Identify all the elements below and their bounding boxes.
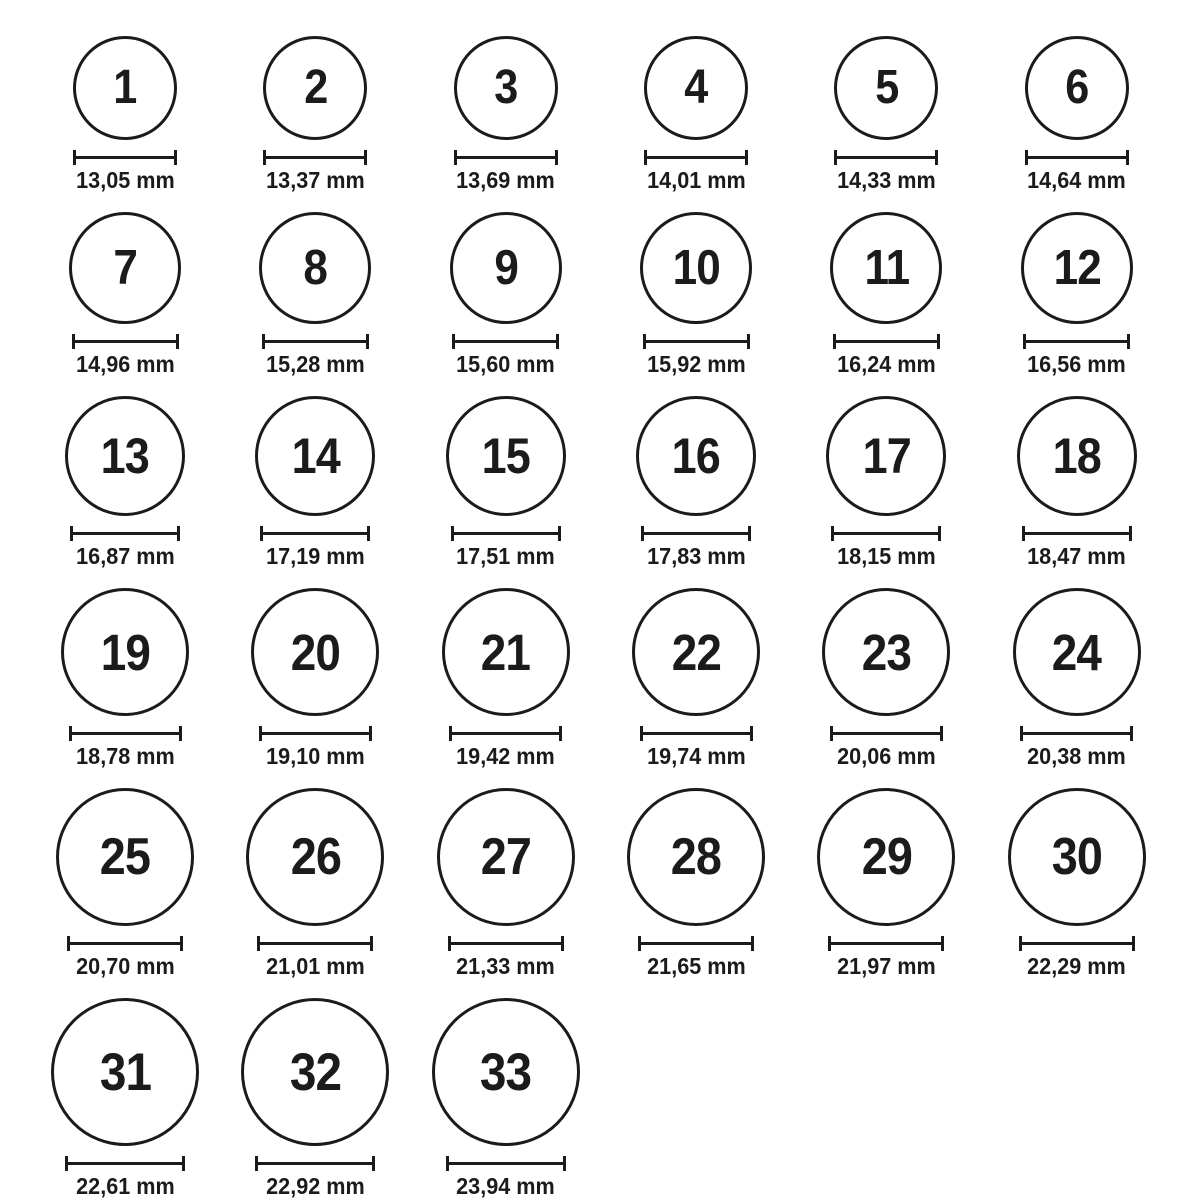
ring-size-number: 31 (99, 1042, 151, 1102)
ring-size-number: 17 (862, 428, 911, 484)
diameter-label: 20,70 mm (75, 953, 175, 979)
diameter-measure-line (638, 936, 754, 951)
ring-size-item (636, 396, 756, 570)
diameter-measure-line (1022, 526, 1132, 541)
diameter-measure-line (72, 334, 179, 349)
ring-circle (450, 212, 562, 324)
diameter-label: 14,01 mm (646, 167, 746, 193)
ring-size-item (51, 998, 199, 1200)
ring-size-item (453, 36, 558, 194)
ring-size-item (826, 396, 946, 570)
ring-circle (632, 588, 760, 716)
ring-size-item (830, 212, 942, 378)
diameter-measure-line (67, 936, 183, 951)
ring-circle (454, 36, 558, 140)
ring-circle (69, 212, 181, 324)
diameter-label: 18,78 mm (75, 743, 175, 769)
diameter-label: 21,65 mm (646, 953, 746, 979)
ring-size-number: 11 (864, 240, 909, 295)
ring-size-number: 28 (671, 828, 722, 886)
ring-size-item (259, 212, 371, 378)
ring-circle (432, 998, 580, 1146)
diameter-measure-line (834, 150, 938, 165)
ring-circle (255, 396, 375, 516)
ring-circle (640, 212, 752, 324)
ring-size-number: 19 (100, 623, 150, 681)
ring-size-number: 5 (874, 61, 899, 114)
diameter-measure-line (262, 334, 369, 349)
diameter-measure-line (257, 936, 373, 951)
diameter-measure-line (452, 334, 559, 349)
diameter-label: 13,69 mm (456, 167, 556, 193)
diameter-measure-line (1025, 150, 1129, 165)
ring-circle (263, 36, 367, 140)
ring-size-item (644, 36, 749, 194)
ring-size-number: 8 (303, 240, 328, 295)
ring-circle (644, 36, 748, 140)
ring-size-item (1013, 588, 1141, 770)
diameter-label: 20,38 mm (1027, 743, 1127, 769)
ring-size-item (255, 396, 375, 570)
ring-size-item (251, 588, 379, 770)
diameter-measure-line (65, 1156, 185, 1171)
ring-size-item (65, 396, 185, 570)
ring-size-number: 2 (303, 61, 328, 114)
diameter-label: 22,92 mm (266, 1173, 365, 1199)
ring-size-number: 23 (861, 623, 912, 681)
diameter-label: 13,05 mm (75, 167, 175, 193)
ring-size-number: 9 (493, 240, 518, 295)
ring-size-number: 4 (684, 61, 708, 114)
ring-size-number: 1 (113, 61, 137, 114)
diameter-label: 16,56 mm (1027, 351, 1127, 377)
diameter-label: 17,83 mm (646, 543, 746, 569)
ring-size-item (834, 36, 939, 194)
ring-circle (246, 788, 384, 926)
ring-size-item (73, 36, 178, 194)
ring-circle (817, 788, 955, 926)
diameter-measure-line (1019, 936, 1135, 951)
diameter-measure-line (446, 1156, 566, 1171)
diameter-measure-line (1020, 726, 1133, 741)
ring-circle (61, 588, 189, 716)
ring-size-item (437, 788, 575, 980)
diameter-measure-line (644, 150, 748, 165)
ring-size-number: 14 (291, 428, 340, 484)
ring-circle (830, 212, 942, 324)
ring-size-number: 15 (481, 428, 530, 484)
diameter-label: 14,33 mm (837, 167, 936, 193)
ring-circle (627, 788, 765, 926)
ring-size-number: 20 (290, 623, 341, 681)
ring-size-number: 18 (1052, 428, 1101, 484)
ring-size-item (442, 588, 570, 770)
diameter-measure-line (255, 1156, 375, 1171)
diameter-label: 18,47 mm (1027, 543, 1127, 569)
ring-size-number: 12 (1053, 240, 1101, 295)
ring-size-number: 25 (100, 828, 151, 886)
diameter-measure-line (833, 334, 940, 349)
diameter-measure-line (643, 334, 750, 349)
ring-circle (1013, 588, 1141, 716)
ring-size-item (1024, 36, 1129, 194)
diameter-measure-line (263, 150, 367, 165)
ring-size-item (627, 788, 765, 980)
ring-size-item (1017, 396, 1137, 570)
ring-size-item (61, 588, 189, 770)
diameter-label: 23,94 mm (456, 1173, 556, 1199)
ring-circle (636, 396, 756, 516)
ring-size-item (56, 788, 194, 980)
ring-circle (259, 212, 371, 324)
diameter-label: 20,06 mm (837, 743, 936, 769)
diameter-label: 15,92 mm (646, 351, 746, 377)
ring-size-number: 10 (672, 240, 720, 295)
ring-size-number: 27 (480, 828, 531, 886)
diameter-label: 19,10 mm (266, 743, 365, 769)
ring-size-number: 21 (481, 623, 531, 681)
diameter-measure-line (259, 726, 372, 741)
ring-circle (73, 36, 177, 140)
ring-circle (834, 36, 938, 140)
diameter-label: 18,15 mm (837, 543, 936, 569)
ring-circle (1025, 36, 1129, 140)
diameter-label: 21,33 mm (456, 953, 556, 979)
ring-circle (251, 588, 379, 716)
diameter-measure-line (454, 150, 558, 165)
ring-size-number: 24 (1052, 623, 1102, 681)
diameter-measure-line (448, 936, 564, 951)
diameter-label: 14,96 mm (75, 351, 175, 377)
diameter-label: 17,19 mm (266, 543, 365, 569)
diameter-label: 16,24 mm (837, 351, 936, 377)
diameter-label: 15,28 mm (266, 351, 365, 377)
diameter-label: 19,42 mm (456, 743, 556, 769)
ring-size-item (246, 788, 384, 980)
ring-circle (65, 396, 185, 516)
diameter-measure-line (449, 726, 562, 741)
ring-circle (437, 788, 575, 926)
diameter-label: 14,64 mm (1027, 167, 1127, 193)
ring-size-number: 32 (289, 1042, 342, 1102)
ring-size-item (432, 998, 580, 1200)
ring-circle (1021, 212, 1133, 324)
diameter-label: 21,01 mm (266, 953, 365, 979)
diameter-label: 13,37 mm (266, 167, 365, 193)
ring-circle (822, 588, 950, 716)
ring-size-item (822, 588, 950, 770)
diameter-measure-line (831, 526, 941, 541)
ring-size-number: 29 (861, 828, 912, 886)
diameter-measure-line (451, 526, 561, 541)
ring-size-item (1021, 212, 1133, 378)
ring-size-number: 22 (671, 623, 721, 681)
ring-circle (56, 788, 194, 926)
ring-circle (1017, 396, 1137, 516)
diameter-measure-line (828, 936, 944, 951)
diameter-measure-line (641, 526, 751, 541)
diameter-measure-line (1023, 334, 1130, 349)
ring-size-number: 33 (480, 1042, 532, 1102)
diameter-measure-line (260, 526, 370, 541)
ring-circle (826, 396, 946, 516)
ring-size-number: 26 (290, 828, 341, 886)
ring-size-number: 16 (672, 428, 721, 484)
ring-size-number: 7 (113, 240, 137, 295)
diameter-label: 19,74 mm (646, 743, 746, 769)
ring-circle (241, 998, 389, 1146)
ring-size-number: 30 (1051, 828, 1102, 886)
diameter-label: 17,51 mm (456, 543, 556, 569)
ring-size-item (1008, 788, 1146, 980)
ring-size-item (263, 36, 368, 194)
ring-circle (442, 588, 570, 716)
diameter-label: 22,29 mm (1027, 953, 1127, 979)
diameter-label: 16,87 mm (75, 543, 175, 569)
diameter-measure-line (70, 526, 180, 541)
ring-size-item (632, 588, 760, 770)
ring-size-number: 3 (494, 61, 518, 114)
ring-size-item (241, 998, 389, 1200)
ring-size-item (446, 396, 566, 570)
ring-size-number: 6 (1065, 61, 1089, 114)
diameter-measure-line (73, 150, 177, 165)
diameter-measure-line (640, 726, 753, 741)
ring-circle (51, 998, 199, 1146)
ring-size-item (450, 212, 562, 378)
diameter-label: 22,61 mm (75, 1173, 175, 1199)
ring-size-item (817, 788, 955, 980)
ring-circle (446, 396, 566, 516)
diameter-label: 21,97 mm (837, 953, 936, 979)
ring-circle (1008, 788, 1146, 926)
diameter-label: 15,60 mm (456, 351, 556, 377)
diameter-measure-line (69, 726, 182, 741)
diameter-measure-line (830, 726, 943, 741)
ring-size-number: 13 (101, 428, 150, 484)
ring-size-item (640, 212, 752, 378)
ring-size-item (69, 212, 181, 378)
